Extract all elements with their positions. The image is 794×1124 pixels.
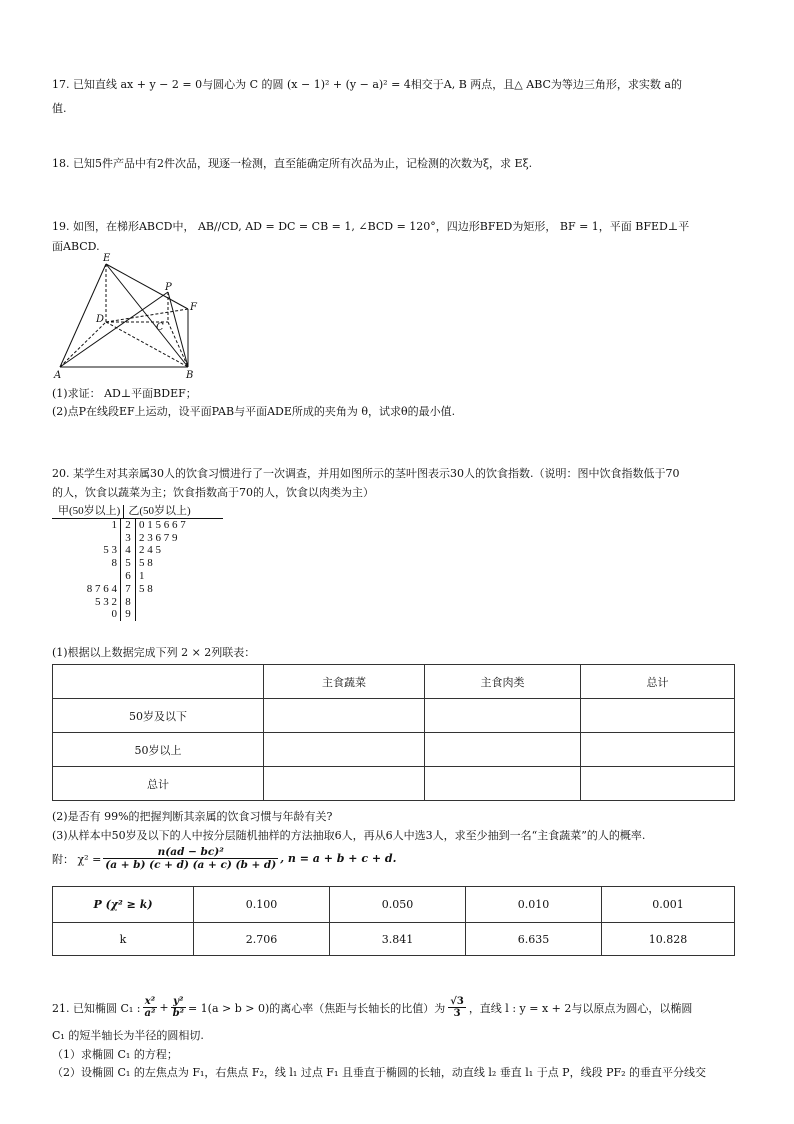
q21-line2: C₁ 的短半轴长为半径的圆相切. (52, 1029, 204, 1042)
label-A: A (54, 370, 62, 381)
stem-right-leaves: 2 4 5 (139, 544, 161, 557)
stem-right-leaves: 5 8 (139, 582, 153, 595)
q21-part2: （2）设椭圆 C₁ 的左焦点为 F₁，右焦点 F₂，线 l₁ 过点 F₁ 且垂直于椭圆的长轴，动直线 l₂ 垂直 l₁ 于点 P，线段 PF₂ 的垂直平分线交 (52, 1066, 707, 1079)
frac3-num: √3 (450, 996, 464, 1007)
frac2-num: y² (171, 996, 186, 1008)
ct-header-veg: 主食蔬菜 (264, 665, 425, 699)
q20-line2: 的人，饮食以蔬菜为主；饮食指数高于70的人，饮食以肉类为主） (52, 486, 374, 499)
stem-value: 5 (121, 557, 136, 570)
contingency-table (52, 664, 735, 801)
formula-denominator: (a + b) (c + d) (a + c) (b + d) (105, 859, 277, 871)
table-cell[interactable] (264, 699, 425, 733)
table-cell[interactable] (425, 767, 581, 801)
q19-line2: 面ABCD. (52, 240, 100, 253)
q19-part1: (1)求证： AD⊥平面BDEF； (52, 387, 197, 400)
table-cell[interactable] (425, 699, 581, 733)
stem-left-leaves (52, 532, 121, 545)
stem-value: 8 (121, 596, 136, 609)
q20-part1: (1)根据以上数据完成下列 2 × 2列联表： (52, 646, 256, 659)
chi-square-formula (52, 846, 396, 871)
q21-line1-b: = 1(a > b > 0)的离心率（焦距与长轴长的比值）为 (187, 1001, 446, 1015)
stem-value: 6 (121, 570, 136, 583)
frac1-den: a² (144, 1008, 156, 1019)
ct-header-total: 总计 (581, 665, 735, 699)
formula-suffix: , n = a + b + c + d. (280, 852, 397, 865)
stem-right-leaves (136, 596, 233, 609)
stem-left-leaves: 8 (111, 557, 117, 570)
ct-row-over50: 50岁以上 (53, 733, 264, 767)
stem-right-leaves: 5 8 (139, 557, 153, 570)
stem-right-leaves (136, 608, 233, 621)
stem-left-leaves: 5 3 (103, 544, 117, 557)
stem-right-leaves: 2 3 6 7 9 (139, 531, 178, 544)
q19-part2: (2)点P在线段EF上运动，设平面PAB与平面ADE所成的夹角为 θ，试求θ的最小值. (52, 405, 456, 418)
kt-cell: 3.841 (330, 923, 466, 956)
stem-leaf-plot (52, 505, 232, 621)
q20-part2: (2)是否有 99%的把握判断其亲属的饮食习惯与年龄有关? (52, 810, 333, 823)
q20-line1: 20. 某学生对其亲属30人的饮食习惯进行了一次调查，并用如图所示的茎叶图表示30人的饮食指数.（说明：图中饮食指数低于70 (52, 467, 680, 480)
kt-cell: 6.635 (466, 923, 602, 956)
stem-row (52, 557, 232, 570)
q18-text: 18. 已知5件产品中有2件次品，现逐一检测，直至能确定所有次品为止，记检测的次数为ξ，求 Eξ. (52, 157, 533, 170)
table-cell[interactable] (425, 733, 581, 767)
table-cell[interactable] (581, 767, 735, 801)
stem-left-leaves: 0 (111, 608, 117, 621)
kt-cell: 10.828 (602, 923, 735, 956)
label-D: D (96, 314, 105, 325)
stem-value: 2 (121, 519, 136, 532)
kt-cell: 0.100 (194, 887, 330, 923)
label-E: E (103, 253, 111, 264)
critical-value-table (52, 886, 735, 956)
stem-left-leaves: 8 7 6 4 (86, 582, 117, 595)
edge-EF (106, 264, 188, 309)
table-cell[interactable] (264, 733, 425, 767)
q17-line2: 值. (52, 102, 67, 115)
stem-row (52, 544, 232, 557)
q21-line1 (52, 996, 692, 1019)
stem-value: 4 (121, 544, 136, 557)
q21-line1-c: ，直线 l : y = x + 2与以原点为圆心，以椭圆 (468, 1001, 693, 1015)
table-cell[interactable] (264, 767, 425, 801)
stem-left-leaves (52, 570, 121, 583)
plus-sign: + (159, 1001, 169, 1014)
stem-header-right: 乙(50岁以上) (128, 505, 223, 518)
q17-line1: 17. 已知直线 ax + y − 2 = 0与圆心为 C 的圆 (x − 1)² + (y − a)² = 4相交于A, B 两点，且△ ABC为等边三角形，求实数 a的 (52, 78, 682, 91)
kt-cell: 0.001 (602, 887, 735, 923)
stem-row (52, 596, 232, 609)
ct-header-meat: 主食肉类 (425, 665, 581, 699)
formula-numerator: n(ad − bc)² (103, 846, 278, 859)
frac2-den: b² (172, 1008, 184, 1019)
table-cell[interactable] (581, 699, 735, 733)
q19-line1: 19. 如图，在梯形ABCD中， AB//CD, AD = DC = CB = 1, ∠BCD = 120°，四边形BFED为矩形， BF = 1，平面 BFED⊥平 (52, 220, 690, 233)
q20-part3: (3)从样本中50岁及以下的人中按分层随机抽样的方法抽取6人，再从6人中选3人，求至少抽到一名“主食蔬菜”的人的概率. (52, 829, 646, 842)
kt-header: P (χ² ≥ k) (53, 887, 194, 923)
stem-row (52, 583, 232, 596)
stem-right-leaves: 1 (139, 569, 145, 582)
edge-DB (106, 322, 188, 367)
stem-row (52, 608, 232, 621)
ct-row-under50: 50岁及以下 (53, 699, 264, 733)
stem-right-leaves: 0 1 5 6 6 7 (139, 518, 186, 531)
formula-prefix: 附： χ² = (52, 852, 102, 866)
label-F: F (190, 302, 197, 313)
ct-row-total: 总计 (53, 767, 264, 801)
kt-cell: 0.010 (466, 887, 602, 923)
stem-left-leaves: 5 3 2 (95, 595, 117, 608)
q21-line1-a: 21. 已知椭圆 C₁ : (52, 1001, 141, 1015)
frac3-den: 3 (453, 1008, 461, 1019)
label-P: P (165, 282, 172, 293)
kt-cell: 2.706 (194, 923, 330, 956)
stem-row (52, 532, 232, 545)
label-C: C (156, 322, 164, 333)
q21-part1: （1）求椭圆 C₁ 的方程； (52, 1048, 178, 1061)
stem-left-leaves: 1 (111, 518, 117, 531)
geometry-figure (50, 250, 210, 382)
stem-value: 9 (121, 608, 136, 621)
stem-value: 7 (121, 583, 136, 596)
kt-cell: 0.050 (330, 887, 466, 923)
kt-k-label: k (53, 923, 194, 956)
stem-value: 3 (121, 532, 136, 545)
ct-header-empty (53, 665, 264, 699)
table-cell[interactable] (581, 733, 735, 767)
stem-header-left: 甲(50岁以上) (52, 505, 124, 518)
edge-AD (60, 322, 106, 367)
frac1-num: x² (143, 996, 158, 1008)
stem-row (52, 519, 232, 532)
stem-row (52, 570, 232, 583)
label-B: B (186, 370, 194, 381)
